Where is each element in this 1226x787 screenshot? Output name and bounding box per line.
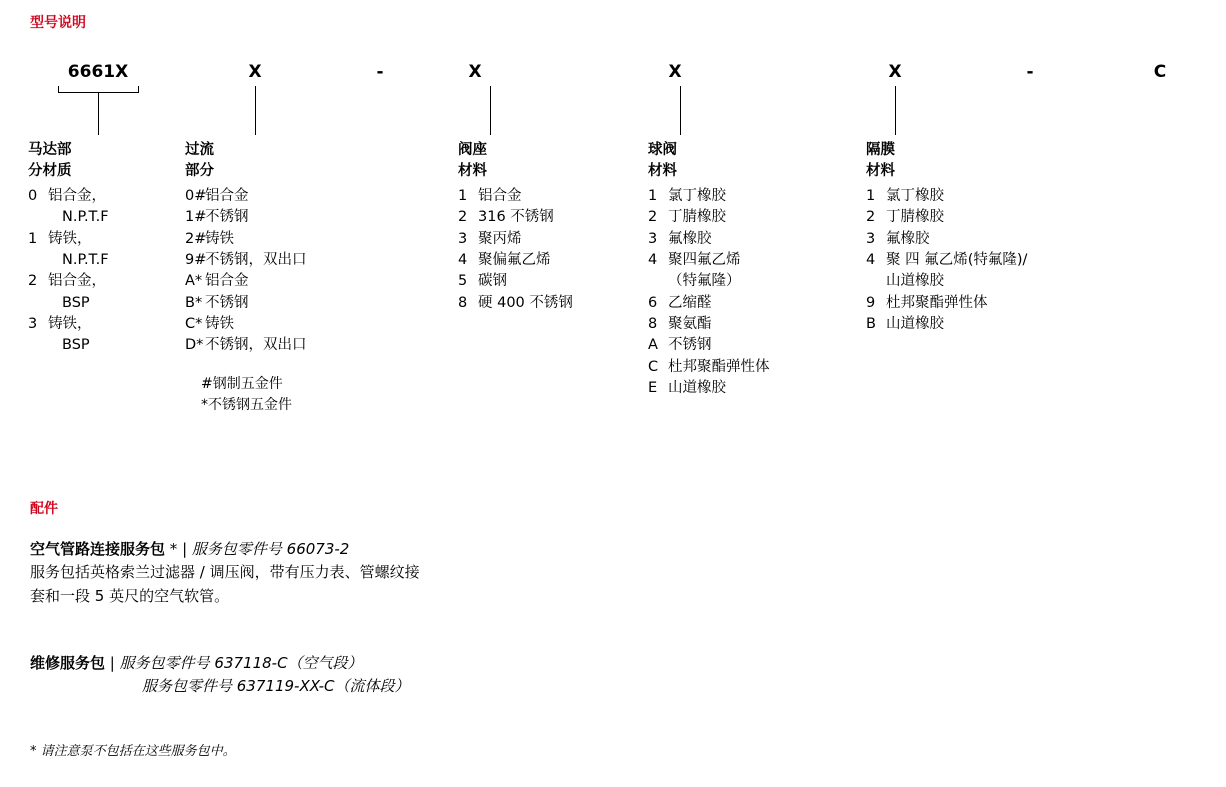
- column-wetted-footnotes: [185, 374, 415, 416]
- option-row: [185, 335, 415, 356]
- accessory-service-kit-part-air: 服务包零件号 637118-C（空气段）: [119, 654, 363, 672]
- accessory-service-kit-title-row: [30, 652, 730, 675]
- option-value: 氟橡胶: [886, 230, 930, 247]
- option-row: [28, 271, 198, 314]
- option-key: 2#: [185, 230, 207, 247]
- option-row: [866, 250, 1126, 293]
- option-value: 氟橡胶: [668, 230, 712, 247]
- option-value: 杜邦聚酯弹性体: [886, 294, 988, 311]
- option-row: [28, 186, 198, 229]
- leader-bracket-motor-left: [58, 86, 59, 93]
- accessory-air-line-kit: [30, 538, 730, 608]
- option-key: 4: [458, 252, 468, 269]
- code-cell-ball: X: [668, 62, 682, 82]
- option-key: 0: [28, 188, 38, 205]
- option-row: [648, 207, 848, 228]
- accessory-service-kit-part-fluid: 服务包零件号 637119-XX-C（流体段）: [142, 677, 410, 696]
- option-key: B: [866, 316, 876, 333]
- option-key: 8: [648, 316, 658, 333]
- option-row: [28, 314, 198, 357]
- option-row: [185, 271, 415, 292]
- option-row: [866, 207, 1126, 228]
- option-row: [648, 378, 848, 399]
- option-value: 铝合金， BSP: [48, 273, 106, 311]
- option-value: 丁腈橡胶: [668, 209, 726, 226]
- footnote-steel-hardware: #钢制五金件: [201, 375, 283, 392]
- code-cell-dash-2: -: [1026, 62, 1034, 82]
- option-key: 6: [648, 294, 658, 311]
- option-key: 8: [458, 294, 468, 311]
- option-value: 丁腈橡胶: [886, 209, 944, 226]
- accessory-separator: * |: [169, 540, 188, 558]
- option-key: 1: [458, 188, 468, 205]
- option-value: 山道橡胶: [886, 316, 944, 333]
- option-row: [458, 293, 638, 314]
- option-row: [185, 207, 415, 228]
- accessories-section-title: 配件: [30, 501, 58, 517]
- column-diaphragm-heading: 隔膜 材料: [866, 142, 895, 179]
- column-ball-section: [648, 140, 848, 399]
- option-row: [185, 250, 415, 271]
- option-value: 铝合金: [478, 188, 522, 205]
- leader-line-diaphragm: [895, 86, 896, 135]
- option-row: [648, 293, 848, 314]
- accessory-service-kit-part-fluid-row: [142, 675, 730, 698]
- option-value: 铝合金: [205, 188, 249, 205]
- option-row: [648, 186, 848, 207]
- column-motor-section: [28, 140, 198, 357]
- column-diaphragm-section: [866, 140, 1126, 335]
- column-wetted-heading: 过流 部分: [185, 142, 214, 179]
- option-key: 5: [458, 273, 468, 290]
- column-diaphragm-options: [866, 186, 1126, 335]
- option-row: [28, 229, 198, 272]
- column-seat-heading: 阀座 材料: [458, 142, 487, 179]
- option-value: 碳钢: [478, 273, 507, 290]
- option-key: 3: [458, 230, 468, 247]
- leader-line-motor: [98, 92, 99, 135]
- code-cell-dash-1: -: [376, 62, 384, 82]
- option-row: [458, 186, 638, 207]
- option-row: [185, 293, 415, 314]
- option-key: 9: [866, 294, 876, 311]
- column-wetted-options: [185, 186, 415, 357]
- option-key: A: [648, 337, 658, 354]
- option-value: 乙缩醛: [668, 294, 712, 311]
- option-value: 316 不锈钢: [478, 209, 554, 226]
- option-key: 2: [458, 209, 468, 226]
- option-key: 9#: [185, 252, 207, 269]
- option-row: [648, 250, 848, 293]
- option-key: 2: [28, 273, 38, 290]
- option-row: [458, 229, 638, 250]
- option-row: [648, 314, 848, 335]
- option-value: 杜邦聚酯弹性体: [668, 358, 770, 375]
- option-value: 铝合金: [205, 273, 249, 290]
- option-value: 铸铁， N.P.T.F: [48, 230, 109, 269]
- column-wetted-section: [185, 140, 415, 416]
- option-value: 山道橡胶: [668, 379, 726, 396]
- option-key: 4: [866, 252, 876, 269]
- code-cell-wetted: X: [248, 62, 262, 82]
- accessory-air-line-kit-name: 空气管路连接服务包: [30, 540, 166, 558]
- code-cell-suffix-c: C: [1153, 62, 1167, 82]
- model-code-section-title: 型号说明: [30, 15, 86, 31]
- option-value: 不锈钢: [205, 209, 249, 226]
- option-row: [648, 335, 848, 356]
- option-row: [866, 229, 1126, 250]
- option-value: 氯丁橡胶: [886, 188, 944, 205]
- accessory-service-kit: [30, 652, 730, 699]
- option-key: 3: [648, 230, 658, 247]
- leader-line-wetted: [255, 86, 256, 135]
- option-value: 不锈钢: [668, 337, 712, 354]
- code-cell-diaphragm: X: [888, 62, 902, 82]
- option-value: 铸铁: [205, 230, 234, 247]
- option-value: 聚丙烯: [478, 230, 522, 247]
- option-row: [648, 229, 848, 250]
- option-key: 1: [866, 188, 876, 205]
- option-row: [648, 357, 848, 378]
- option-key: 2: [866, 209, 876, 226]
- option-row: [185, 314, 415, 335]
- option-row: [185, 229, 415, 250]
- accessory-service-kit-name: 维修服务包: [30, 654, 106, 672]
- option-row: [866, 186, 1126, 207]
- accessory-air-line-kit-desc-line-2: 套和一段 5 英尺的空气软管。: [30, 586, 230, 605]
- option-row: [458, 250, 638, 271]
- option-key: 3: [28, 316, 38, 333]
- footnote-stainless-hardware: *不锈钢五金件: [201, 396, 292, 413]
- accessory-air-line-kit-desc-line-1: 服务包括英格索兰过滤器 / 调压阀，带有压力表、管螺纹接: [30, 563, 420, 582]
- option-value: 铝合金， N.P.T.F: [48, 188, 109, 226]
- option-key: D*: [185, 337, 204, 354]
- column-ball-heading: 球阀 材料: [648, 142, 677, 179]
- leader-line-ball: [680, 86, 681, 135]
- column-seat-options: [458, 186, 638, 314]
- option-value: 氯丁橡胶: [668, 188, 726, 205]
- option-key: B*: [185, 294, 203, 311]
- option-value: 不锈钢，双出口: [205, 337, 307, 354]
- option-key: A*: [185, 273, 203, 290]
- model-code-row: [0, 62, 1226, 88]
- code-cell-motor: 6661X: [67, 62, 129, 82]
- option-key: E: [648, 379, 658, 396]
- option-key: C*: [185, 316, 203, 333]
- option-value: 聚四氟乙烯 （特氟隆）: [668, 252, 741, 290]
- column-motor-options: [28, 186, 198, 357]
- accessory-air-line-kit-title-row: [30, 538, 730, 561]
- code-cell-seat: X: [468, 62, 482, 82]
- option-row: [185, 186, 415, 207]
- option-key: 3: [866, 230, 876, 247]
- option-key: 2: [648, 209, 658, 226]
- option-row: [866, 293, 1126, 314]
- option-value: 聚偏氟乙烯: [478, 252, 551, 269]
- option-key: 1: [648, 188, 658, 205]
- column-ball-options: [648, 186, 848, 399]
- option-key: 4: [648, 252, 658, 269]
- option-value: 硬 400 不锈钢: [478, 294, 573, 311]
- option-key: 0#: [185, 188, 207, 205]
- option-value: 铸铁: [205, 316, 234, 333]
- option-row: [866, 314, 1126, 335]
- option-value: 聚氨酯: [668, 316, 712, 333]
- accessories-footnote: * 请注意泵不包括在这些服务包中。: [30, 744, 236, 759]
- accessory-air-line-kit-part: 服务包零件号 66073-2: [191, 540, 350, 558]
- leader-line-seat: [490, 86, 491, 135]
- option-key: 1#: [185, 209, 207, 226]
- option-key: C: [648, 358, 659, 375]
- option-row: [458, 207, 638, 228]
- option-row: [458, 271, 638, 292]
- accessory-separator: |: [109, 654, 115, 672]
- option-value: 不锈钢: [205, 294, 249, 311]
- column-motor-heading: 马达部 分材质: [28, 142, 72, 179]
- column-seat-section: [458, 140, 638, 314]
- option-value: 不锈钢，双出口: [205, 252, 307, 269]
- option-value: 铸铁， BSP: [48, 316, 92, 354]
- leader-bracket-motor-right: [138, 86, 139, 93]
- option-value: 聚 四 氟乙烯(特氟隆)/ 山道橡胶: [886, 252, 1028, 290]
- option-key: 1: [28, 230, 38, 247]
